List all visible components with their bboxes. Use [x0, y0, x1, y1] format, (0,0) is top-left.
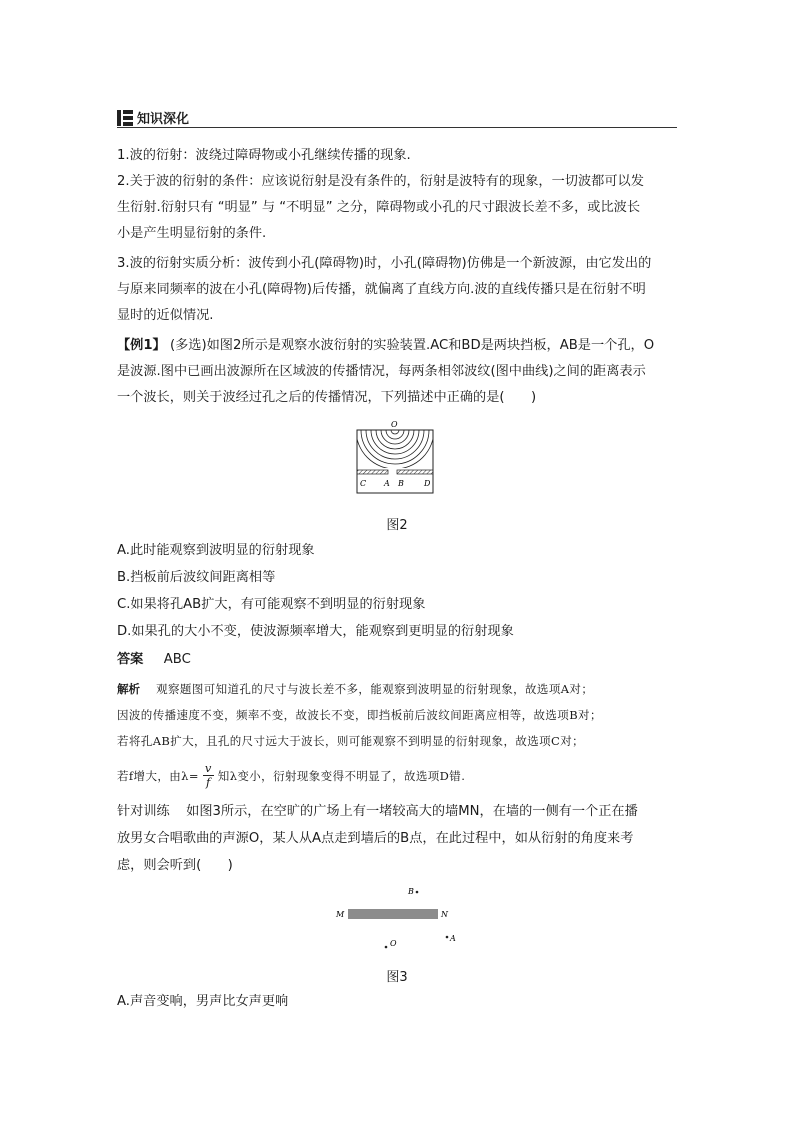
analysis-text-4-pre: 若f增大，由λ= [117, 768, 199, 783]
example-tag: 【例1】 [117, 338, 166, 353]
answer-value: ABC [163, 652, 191, 667]
figure-3-caption: 图3 [386, 970, 408, 985]
wall-mn [348, 909, 438, 919]
fraction-denominator: f [206, 775, 211, 789]
analysis-line-3: 若将孔AB扩大，且孔的尺寸远大于波长，则可能观察不到明显的衍射现象，故选项C对； [117, 734, 585, 748]
training-option-a: A.声音变响，男声比女声更响 [117, 994, 289, 1009]
label-b: B [398, 479, 404, 488]
point-2-line-2: 生衍射.衍射只有 “明显” 与 “不明显” 之分，障碍物或小孔的尺寸跟波长差不多，或比波长 [117, 200, 641, 215]
section-title: 知识深化 [137, 112, 190, 127]
point-3-line-2: 与原来同频率的波在小孔(障碍物)后传播，就偏离了直线方向.波的直线传播只是在衍射不明 [117, 282, 646, 297]
figure-2-diagram [355, 418, 435, 494]
label-a: A [384, 479, 390, 488]
label-b: B [408, 887, 414, 896]
section-bars-icon [117, 110, 133, 126]
barrier-ac [357, 470, 388, 474]
section-header [117, 108, 189, 127]
analysis-text-1: 观察题图可知道孔的尺寸与波长差不多，能观察到波明显的衍射现象，故选项A对； [156, 682, 594, 696]
option-d: D.如果孔的大小不变，使波源频率增大，能观察到更明显的衍射现象 [117, 624, 514, 639]
example-line-2: 是波源.图中已画出波源所在区域波的传播情况，每两条相邻波纹(图中曲线)之间的距离表示 [117, 364, 646, 379]
fraction-numerator: v [204, 761, 212, 775]
label-a: A [450, 934, 456, 943]
fraction-v-over-f [203, 762, 214, 789]
option-b: B.挡板前后波纹间距离相等 [117, 570, 276, 585]
label-c: C [360, 479, 367, 488]
label-m: M [336, 910, 345, 919]
example-text-1: 如图2所示是观察水波衍射的实验装置.AC和BD是两块挡板，AB是一个孔，O [206, 338, 655, 353]
point-2-line-3: 小是产生明显衍射的条件. [117, 226, 267, 241]
analysis-text-4-post: 知λ变小，衍射现象变得不明显了，故选项D错. [217, 768, 466, 783]
answer-label: 答案 [117, 652, 144, 667]
training-line-2: 放男女合唱歌曲的声源O，某人从A点走到墙后的B点，在此过程中，如从衍射的角度来考 [117, 831, 634, 846]
label-o: O [390, 939, 397, 948]
training-line-3: 虑，则会听到( ) [117, 858, 233, 873]
analysis-label: 解析 [117, 682, 140, 696]
label-o: O [391, 420, 398, 429]
label-n: N [441, 910, 448, 919]
point-a [446, 936, 449, 939]
option-c: C.如果将孔AB扩大，有可能观察不到明显的衍射现象 [117, 597, 426, 612]
barrier-bd [397, 470, 433, 474]
point-1: 1.波的衍射：波绕过障碍物或小孔继续传播的现象. [117, 148, 411, 163]
option-a: A.此时能观察到波明显的衍射现象 [117, 543, 315, 558]
source-o [385, 946, 388, 949]
answer-row [117, 651, 191, 669]
analysis-line-4 [117, 762, 465, 789]
example-line-1 [117, 337, 654, 355]
analysis-line-1 [117, 680, 593, 698]
label-d: D [424, 479, 431, 488]
point-3-line-1: 3.波的衍射实质分析：波传到小孔(障碍物)时，小孔(障碍物)仿佛是一个新波源，由它发出的 [117, 256, 652, 271]
section-divider [117, 127, 677, 128]
training-label: 针对训练 [117, 804, 170, 819]
training-text-1: 如图3所示，在空旷的广场上有一堵较高大的墙MN，在墙的一侧有一个正在播 [186, 804, 638, 819]
training-line-1 [117, 803, 638, 821]
example-line-3: 一个波长，则关于波经过孔之后的传播情况，下列描述中正确的是( ) [117, 390, 537, 405]
analysis-line-2: 因波的传播速度不变，频率不变，故波长不变，即挡板前后波纹间距离应相等，故选项B对； [117, 708, 602, 722]
point-b [416, 891, 419, 894]
figure-3-diagram [330, 880, 470, 955]
point-3-line-3: 显时的近似情况. [117, 308, 214, 323]
point-2-line-1: 2.关于波的衍射的条件：应该说衍射是没有条件的，衍射是波特有的现象，一切波都可以发 [117, 174, 644, 189]
example-type: (多选) [169, 338, 207, 353]
figure-2-caption: 图2 [386, 518, 408, 533]
